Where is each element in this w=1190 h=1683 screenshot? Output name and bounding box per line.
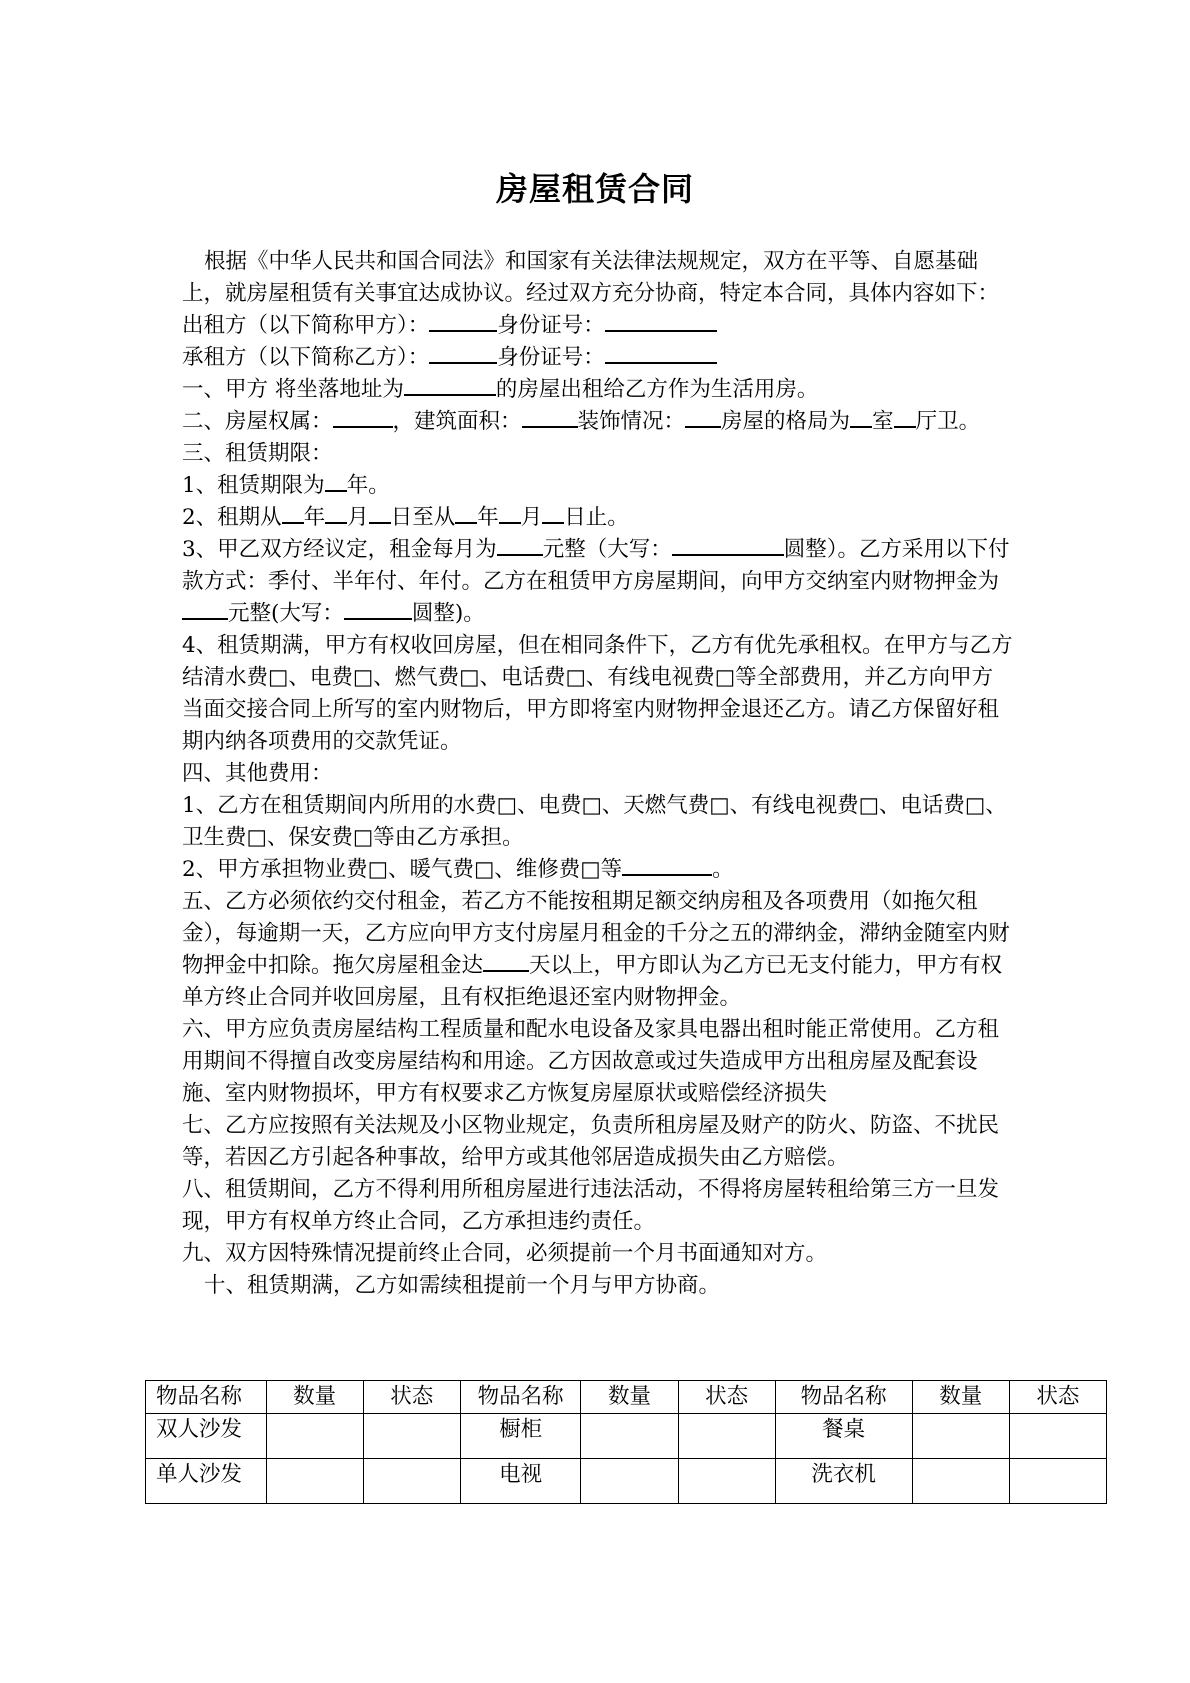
blank-field — [894, 406, 916, 428]
blank-field — [672, 534, 784, 556]
table-header-cell: 数量 — [266, 1381, 363, 1414]
blank-field — [182, 598, 228, 620]
clause-4-heading: 四、其他费用： — [182, 761, 333, 786]
clause-3-item-3: 3、甲乙双方经议定，租金每月为 元整（大写： 圆整）。乙方采用以下付款方式：季付、半年付、年付。乙方在租赁甲方房屋期间，向甲方交纳室内财物押金为元整(大写： 圆整)。 — [182, 534, 1014, 630]
blank-field — [429, 310, 497, 332]
table-cell — [678, 1459, 775, 1504]
table-cell — [266, 1414, 363, 1459]
clause-4-item-2: 2、甲方承担物业费□、暖气费□、维修费□等 。 — [182, 854, 1014, 886]
table-cell — [363, 1459, 460, 1504]
blank-field — [605, 342, 717, 364]
table-cell — [912, 1459, 1009, 1504]
blank-field — [499, 502, 521, 524]
blank-field — [404, 374, 496, 396]
clause-1: 一、甲方 将坐落地址为 的房屋出租给乙方作为生活用房。 — [182, 374, 1014, 406]
table-cell: 双人沙发 — [146, 1414, 267, 1459]
clause-6: 六、甲方应负责房屋结构工程质量和配水电设备及家具电器出租时能正常使用。乙方租用期间不得擅自改变房屋结构和用途。乙方因故意或过失造成甲方出租房屋及配套设施、室内财物损坏，甲方有权要求乙方恢复房屋原状或赔偿经济损失 — [182, 1017, 1000, 1106]
table-cell — [363, 1414, 460, 1459]
intro-paragraph: 根据《中华人民共和国合同法》和国家有关法律法规规定，双方在平等、自愿基础上，就房屋租赁有关事宜达成协议。经过双方充分协商，特定本合同，具体内容如下： — [182, 249, 1000, 306]
lessor-line: 出租方（以下简称甲方）： 身份证号： — [182, 310, 1014, 342]
blank-field — [483, 950, 529, 972]
clause-4-item-1: 1、乙方在租赁期间内所用的水费□、电费□、天燃气费□、有线电视费□、电话费□、卫生费□、保安费□等由乙方承担。 — [182, 793, 1007, 850]
table-header-cell: 数量 — [912, 1381, 1009, 1414]
blank-field — [605, 310, 717, 332]
clause-5: 五、乙方必须依约交付租金，若乙方不能按租期足额交纳房租及各项费用（如拖欠租金），每逾期一天，乙方应向甲方支付房屋月租金的千分之五的滞纳金，滞纳金随室内财物押金中扣除。拖欠房屋租金达 天以上，甲方即认为乙方已无支付能力，甲方有权单方终止合同并收回房屋，且有权拒绝退还室内财物押金。 — [182, 889, 1010, 1010]
clause-7: 七、乙方应按照有关法规及小区物业规定，负责所租房屋及财产的防火、防盗、不扰民等，若因乙方引起各种事故，给甲方或其他邻居造成损失由乙方赔偿。 — [182, 1113, 1000, 1170]
clause-8: 八、租赁期间，乙方不得利用所租房屋进行违法活动，不得将房屋转租给第三方一旦发现，甲方有权单方终止合同，乙方承担违约责任。 — [182, 1177, 1000, 1234]
table-cell — [581, 1459, 678, 1504]
blank-field — [685, 406, 721, 428]
blank-field — [429, 342, 497, 364]
blank-field — [325, 502, 347, 524]
clause-9: 九、双方因特殊情况提前终止合同，必须提前一个月书面通知对方。 — [182, 1241, 828, 1266]
blank-field — [344, 598, 412, 620]
table-cell — [678, 1414, 775, 1459]
blank-field — [282, 502, 304, 524]
clause-3-item-1: 1、租赁期限为 年。 — [182, 470, 1014, 502]
table-header-row — [146, 1381, 1107, 1414]
page-title: 房屋租赁合同 — [495, 170, 694, 208]
blank-field — [497, 534, 543, 556]
table-row — [146, 1414, 1107, 1459]
blank-field — [522, 406, 578, 428]
table-cell: 电视 — [460, 1459, 581, 1504]
table-cell — [1009, 1414, 1106, 1459]
table-cell: 洗衣机 — [775, 1459, 912, 1504]
table-cell — [581, 1414, 678, 1459]
table-cell — [266, 1459, 363, 1504]
clause-10: 十、租赁期满，乙方如需续租提前一个月与甲方协商。 — [204, 1273, 721, 1298]
table-header-cell: 物品名称 — [460, 1381, 581, 1414]
contract-body — [182, 246, 1014, 1302]
inventory-table — [145, 1380, 1107, 1504]
table-cell: 单人沙发 — [146, 1459, 267, 1504]
blank-field — [325, 470, 347, 492]
table-row — [146, 1459, 1107, 1504]
clause-3-item-2: 2、租期从 年 月 日至从 年 月 日止。 — [182, 502, 1014, 534]
blank-field — [622, 854, 712, 876]
table-cell: 餐桌 — [775, 1414, 912, 1459]
table-header-cell: 物品名称 — [775, 1381, 912, 1414]
blank-field — [850, 406, 872, 428]
table-cell: 橱柜 — [460, 1414, 581, 1459]
clause-3-heading: 三、租赁期限： — [182, 441, 333, 466]
table-cell — [1009, 1459, 1106, 1504]
blank-field — [333, 406, 393, 428]
table-header-cell: 物品名称 — [146, 1381, 267, 1414]
lessee-line: 承租方（以下简称乙方）： 身份证号： — [182, 342, 1014, 374]
table-header-cell: 状态 — [678, 1381, 775, 1414]
table-header-cell: 数量 — [581, 1381, 678, 1414]
clause-3-item-4: 4、租赁期满，甲方有权收回房屋，但在相同条件下，乙方有优先承租权。在甲方与乙方结清水费□、电费□、燃气费□、电话费□、有线电视费□等全部费用，并乙方向甲方当面交接合同上所写的室内财物后，甲方即将室内财物押金退还乙方。请乙方保留好租期内纳各项费用的交款凭证。 — [182, 633, 1013, 754]
blank-field — [369, 502, 391, 524]
clause-2: 二、房屋权属： ，建筑面积： 装饰情况： 房屋的格局为 室 厅卫。 — [182, 406, 1014, 438]
blank-field — [455, 502, 477, 524]
table-cell — [912, 1414, 1009, 1459]
blank-field — [542, 502, 564, 524]
table-header-cell: 状态 — [363, 1381, 460, 1414]
table-header-cell: 状态 — [1009, 1381, 1106, 1414]
